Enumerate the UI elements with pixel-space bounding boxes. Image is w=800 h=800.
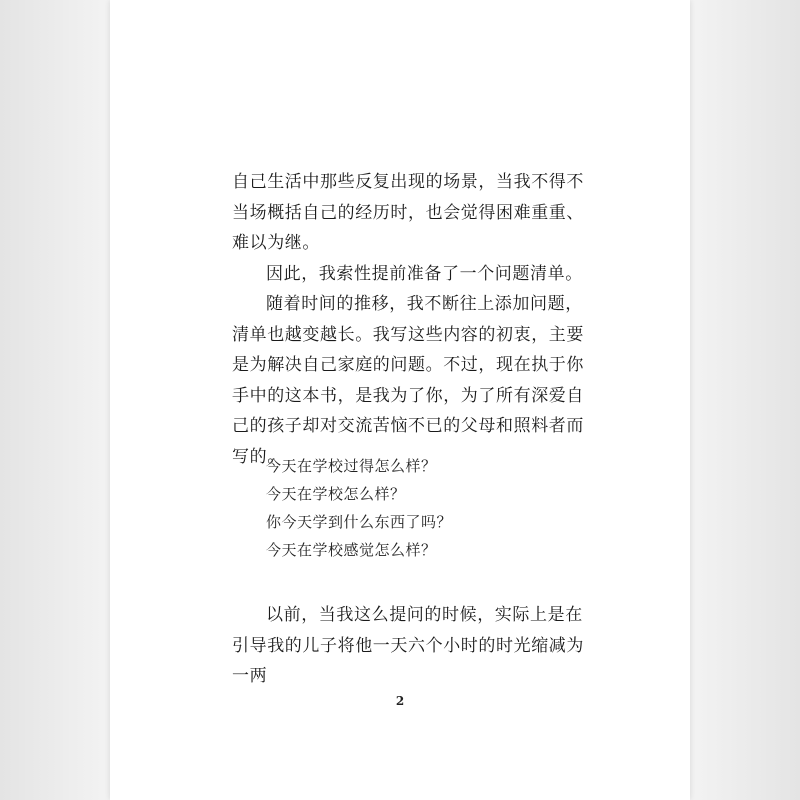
paragraph-question-list-intro: 因此，我索性提前准备了一个问题清单。 (266, 263, 583, 284)
question-list (266, 452, 452, 564)
question-item: 今天在学校感觉怎么样？ (266, 541, 437, 559)
body-text-lower (232, 600, 584, 692)
book-page (110, 0, 690, 800)
question-item: 今天在学校怎么样？ (266, 485, 406, 503)
page-number: 2 (395, 694, 405, 708)
body-text-upper (232, 167, 584, 472)
question-item: 你今天学到什么东西了吗？ (266, 513, 453, 531)
paragraph-book-purpose: 随着时间的推移，我不断往上添加问题，清单也越变越长。我写这些内容的初衷，主要是为解决自己家庭的问题。不过，现在执于你手中的这本书，是我为了你，为了所有深爱自己的孩子却对交流苦恼不已的父母和照料者而写的。 (232, 294, 584, 467)
question-item: 今天在学校过得怎么样？ (266, 457, 437, 475)
paragraph-past-questions: 以前，当我这么提问的时候，实际上是在引导我的儿子将他一天六个小时的时光缩减为一两 (232, 605, 584, 686)
paragraph-continuation: 自己生活中那些反复出现的场景，当我不得不当场概括自己的经历时，也会觉得困难重重、难以为继。 (232, 172, 584, 253)
